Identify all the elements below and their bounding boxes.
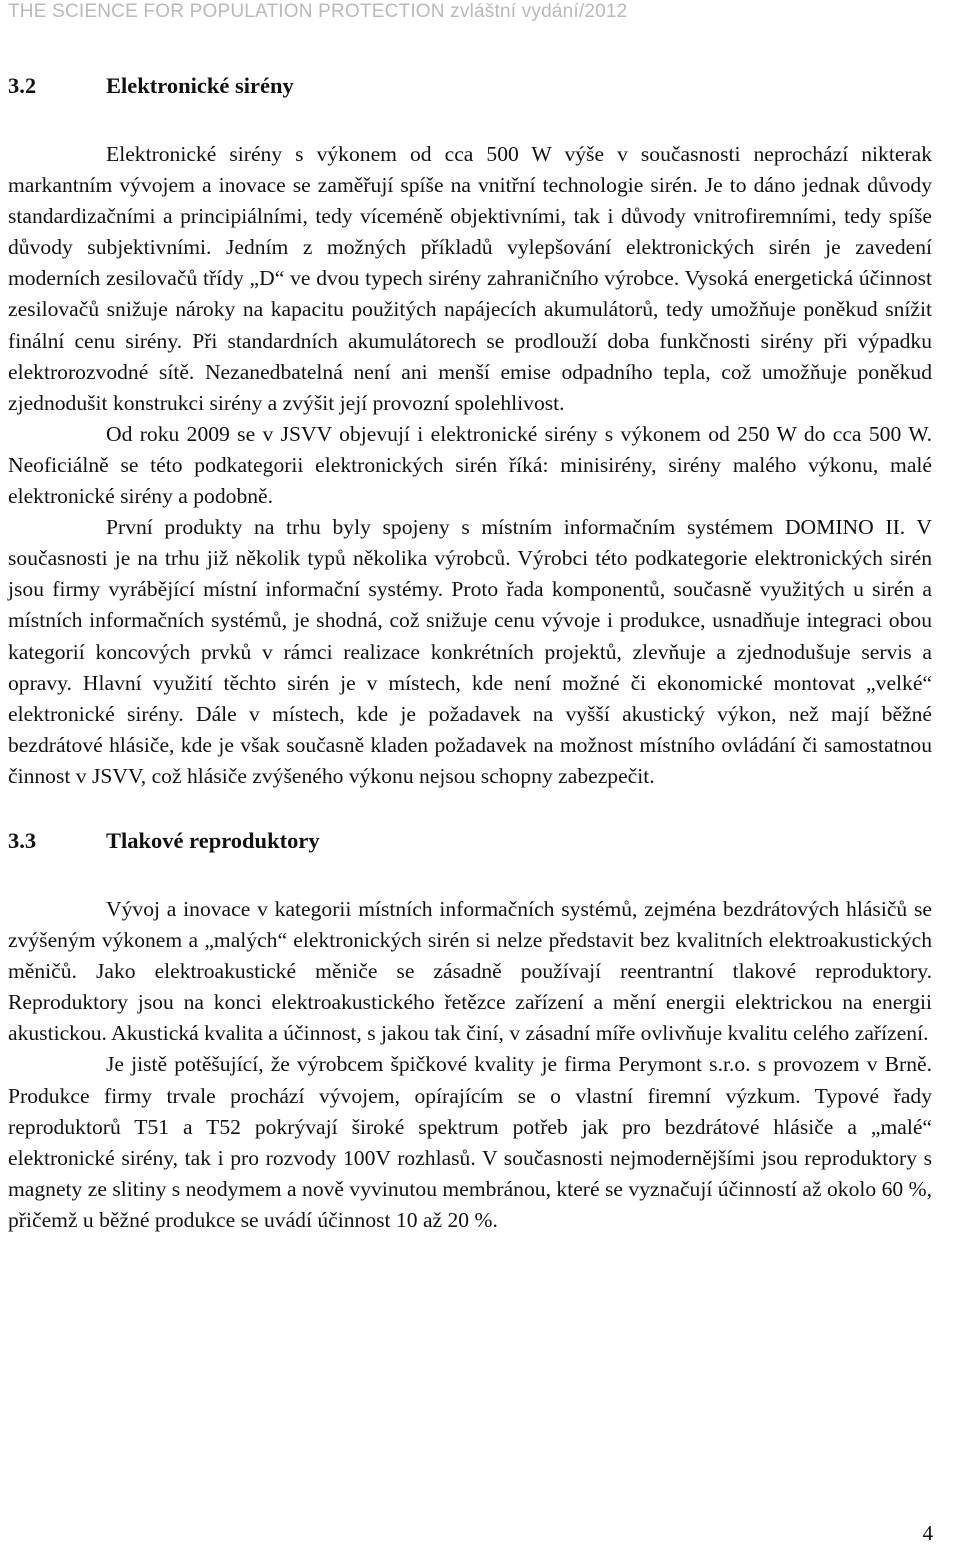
page-number: 4 xyxy=(922,1521,933,1545)
section-title: Tlakové reproduktory xyxy=(106,827,320,853)
paragraph: Od roku 2009 se v JSVV objevují i elektronické sirény s výkonem od 250 W do cca 500 W. Neoficiálně se této podkategorii elektronických sirén říká: minisirény, sirény malého výkonu, malé elektronické sirény a podobně. xyxy=(8,421,932,509)
paragraph: Elektronické sirény s výkonem od cca 500 W výše v současnosti neprochází nikterak markantním vývojem a inovace se zaměřují spíše na vnitřní technologie sirén. Je to dáno jednak důvody standardizačními a principiálními, tedy víceméně objektivními, tak i důvody vnitrofiremními, tedy spíše důvody subjektivními. Jedním z možných příkladů vylepšování elektronických sirén je zavedení moderních zesilovačů třídy „D“ ve dvou typech sirény zahraničního výrobce. Vysoká energetická účinnost zesilovačů snižuje nároky na kapacitu použitých napájecích akumulátorů, tedy umožňuje poněkud snížit finální cenu sirény. Při standardních akumulátorech se prodlouží doba funkčnosti sirény při výpadku elektrorozvodné sítě. Nezanedbatelná není ani menší emise odpadního tepla, což umožňuje poněkud zjednodušit konstrukci sirény a zvýšit její provozní spolehlivost. xyxy=(8,142,932,415)
section-heading-3-3 xyxy=(8,825,932,857)
paragraph: Vývoj a inovace v kategorii místních informačních systémů, zejména bezdrátových hlásičů se zvýšeným výkonem a „malých“ elektronických sirén si nelze představit bez kvalitních elektroakustických měničů. Jako elektroakustické měniče se zásadně používají reentrantní tlakové reproduktory. Reproduktory jsou na konci elektroakustického řetězce zařízení a mění energii elektrickou na energii akustickou. Akustická kvalita a účinnost, s jakou tak činí, v zásadní míře ovlivňuje kvalitu celého zařízení. xyxy=(8,896,932,1046)
section-number: 3.2 xyxy=(8,73,37,98)
section-number: 3.3 xyxy=(8,827,37,853)
section-title: Elektronické sirény xyxy=(106,73,294,98)
section-heading-3-2 xyxy=(8,70,932,102)
document-body xyxy=(8,70,932,1236)
paragraph: První produkty na trhu byly spojeny s místním informačním systémem DOMINO II. V současnosti je na trhu již několik typů několika výrobců. Výrobci této podkategorie elektronických sirén jsou firmy vyrábějící místní informační systémy. Proto řada komponentů, současně využitých u sirén a místních informačních systémů, je shodná, což snižuje cenu vývoje i produkce, usnadňuje integraci obou kategorií koncových prvků v rámci realizace konkrétních projektů, zlevňuje a zjednodušuje servis a opravy. Hlavní využití těchto sirén je v místech, kde není možné či ekonomické montovat „velké“ elektronické sirény. Dále v místech, kde je požadavek na vyšší akustický výkon, než mají běžné bezdrátové hlásiče, kde je však současně kladen požadavek na možnost místního ovládání či samostatnou činnost v JSVV, což hlásiče zvýšeného výkonu nejsou schopny zabezpečit. xyxy=(8,515,932,788)
running-header: THE SCIENCE FOR POPULATION PROTECTION zvláštní vydání/2012 xyxy=(8,1,628,22)
paragraph: Je jistě potěšující, že výrobcem špičkové kvality je firma Perymont s.r.o. s provozem v Brně. Produkce firmy trvale prochází vývojem, opírajícím se o vlastní firemní výzkum. Typové řady reproduktorů T51 a T52 pokrývají široké spektrum potřeb jak pro bezdrátové hlásiče a „malé“ elektronické sirény, tak i pro rozvody 100V rozhlasů. V současnosti nejmodernějšími jsou reproduktory s magnety ze slitiny s neodymem a nově vyvinutou membránou, které se vyznačují účinností až okolo 60 %, přičemž u běžné produkce se uvádí účinnost 10 až 20 %. xyxy=(8,1052,932,1232)
